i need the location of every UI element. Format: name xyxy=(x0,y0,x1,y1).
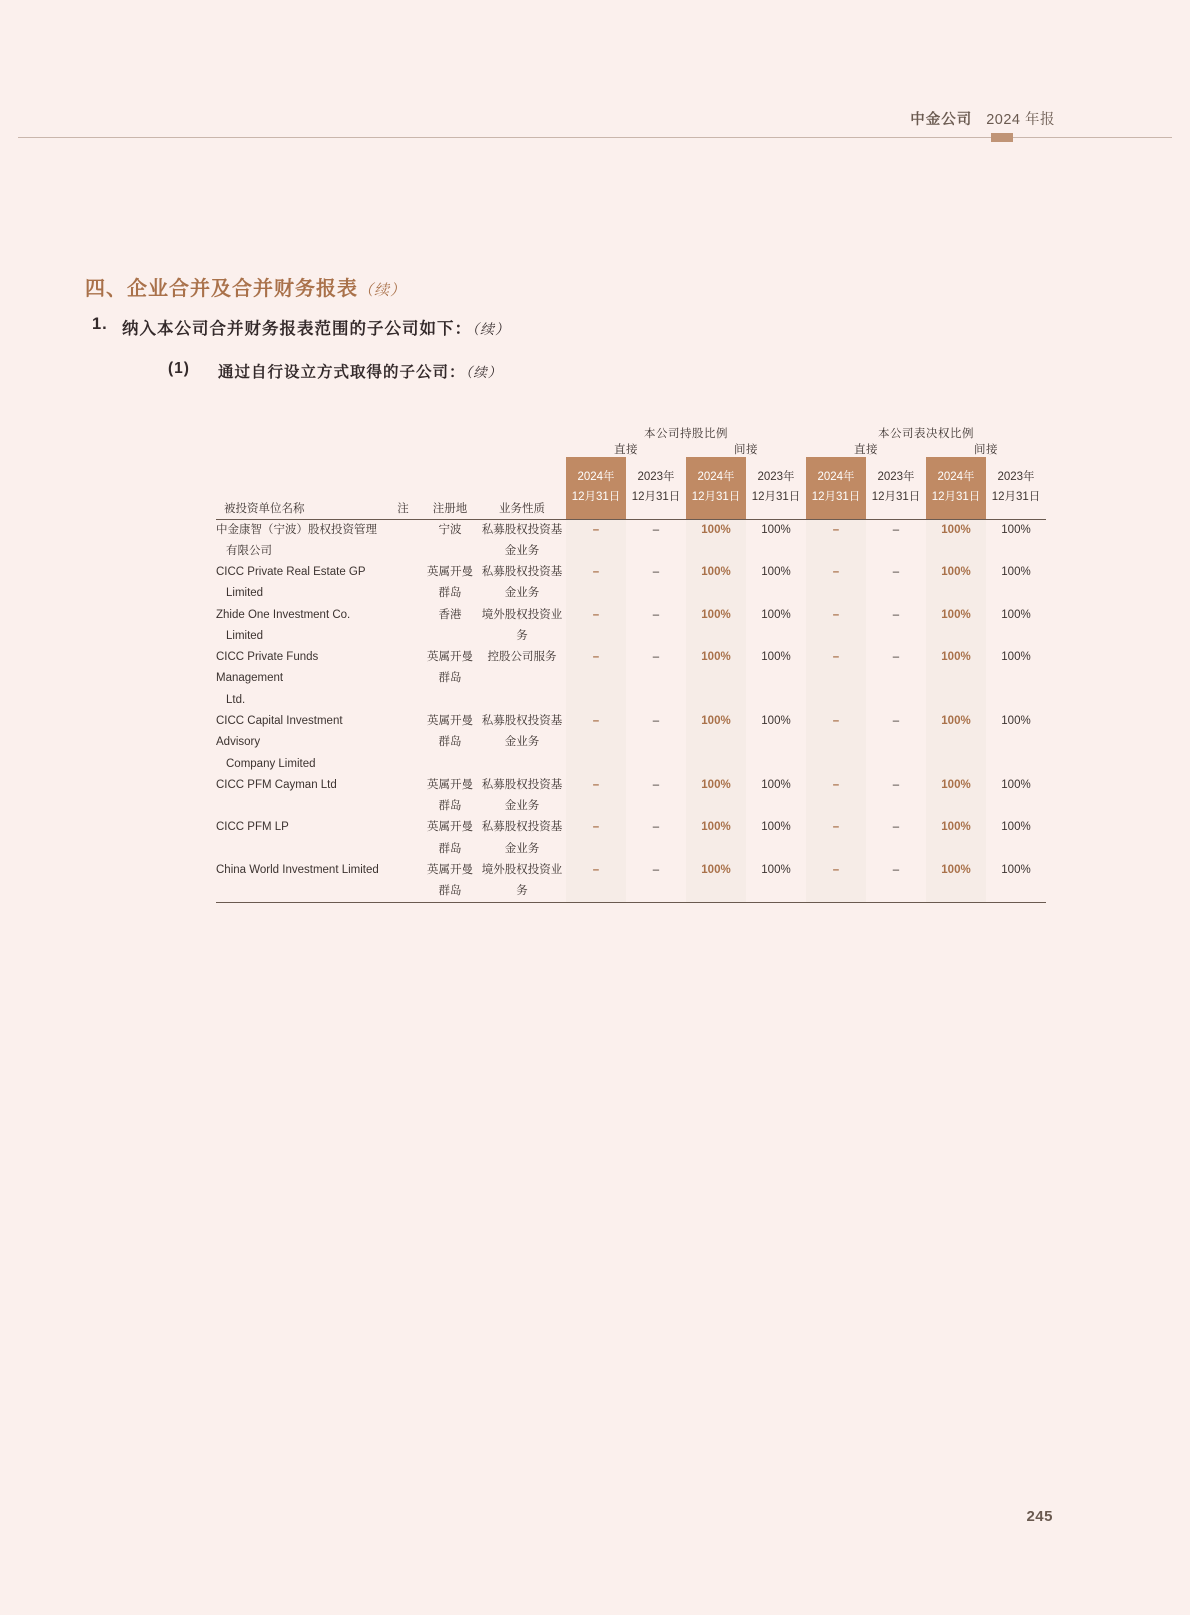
cell-vote-indirect-2023: 100% xyxy=(1001,778,1031,791)
cell-business-line2: 务 xyxy=(516,885,528,898)
cell-hold-indirect-2023: 100% xyxy=(761,778,791,791)
cell-vote-indirect-2023: 100% xyxy=(1001,821,1031,834)
header-company: 中金公司 xyxy=(910,112,973,128)
subsidiaries-table-wrap xyxy=(216,425,1046,903)
cell-note xyxy=(384,817,422,860)
cell-name-line2: 有限公司 xyxy=(226,544,272,557)
subheader-holding-indirect: 间接 xyxy=(734,444,758,456)
header-report-year: 2024 年报 xyxy=(986,112,1055,128)
cell-vote-indirect-2023: 100% xyxy=(1001,566,1031,579)
cell-hold-indirect-2024: 100% xyxy=(686,817,746,860)
table-row xyxy=(216,860,1046,903)
cell-vote-direct-2024: – xyxy=(806,711,866,775)
colhead-hold-indirect-2024-bot: 12月31日 xyxy=(686,487,746,519)
cell-hold-direct-2023: – xyxy=(652,651,660,664)
cell-place xyxy=(422,711,478,775)
cell-name-line2: Limited xyxy=(226,629,264,642)
cell-business-line2: 金业务 xyxy=(504,736,540,749)
cell-vote-indirect-2024: 100% xyxy=(926,775,986,818)
cell-place xyxy=(422,605,478,648)
cell-business xyxy=(478,775,566,818)
cell-business-line2: 金业务 xyxy=(504,842,540,855)
cell-business-line1: 控股公司服务 xyxy=(487,651,557,664)
table-row xyxy=(216,605,1046,648)
cell-place-line1: 英属开曼 xyxy=(427,821,473,834)
cell-place xyxy=(422,647,478,711)
colhead-name: 被投资单位名称 xyxy=(216,487,384,519)
subheader-voting-direct: 直接 xyxy=(854,444,878,456)
colhead-vote-direct-2024-bot: 12月31日 xyxy=(806,487,866,519)
cell-place-line1: 宁波 xyxy=(438,523,462,536)
cell-business xyxy=(478,860,566,903)
cell-hold-indirect-2024: 100% xyxy=(686,647,746,711)
colhead-note: 注 xyxy=(384,487,422,519)
cell-hold-direct-2023: – xyxy=(626,860,686,903)
cell-business-line1: 私募股权投资基 xyxy=(481,778,563,791)
cell-hold-indirect-2023: 100% xyxy=(761,608,791,621)
section-heading-text: 四、企业合并及合并财务报表 xyxy=(85,278,358,300)
cell-place-line2: 群岛 xyxy=(438,800,462,813)
cell-name xyxy=(216,860,384,903)
colhead-hold-indirect-2023-top: 2023年 xyxy=(757,471,795,483)
colhead-business: 业务性质 xyxy=(478,487,566,519)
cell-note xyxy=(384,647,422,711)
table-group-header-row xyxy=(216,425,1046,441)
colhead-hold-indirect-2024-top: 2024年 xyxy=(686,457,746,487)
item-number: 1. xyxy=(92,315,108,333)
cell-name-line1: CICC PFM LP xyxy=(216,821,289,834)
cell-vote-direct-2023: – xyxy=(892,651,900,664)
colhead-vote-direct-2023-bot: 12月31日 xyxy=(866,487,926,519)
cell-business xyxy=(478,562,566,605)
section-heading xyxy=(85,272,406,301)
cell-hold-direct-2023: – xyxy=(652,778,660,791)
cell-vote-direct-2024: – xyxy=(806,817,866,860)
colhead-hold-direct-2024-top: 2024年 xyxy=(566,457,626,487)
cell-business xyxy=(478,711,566,775)
cell-place-line2: 群岛 xyxy=(438,885,462,898)
colhead-vote-indirect-2023-bot: 12月31日 xyxy=(986,487,1046,519)
cell-name-line1: 中金康智（宁波）股权投资管理 xyxy=(216,523,377,536)
table-row xyxy=(216,519,1046,562)
header-accent-block xyxy=(991,133,1013,142)
cell-business-line1: 私募股权投资基 xyxy=(481,821,563,834)
cell-name-line1: CICC PFM Cayman Ltd xyxy=(216,778,337,791)
page-number: 245 xyxy=(1026,1508,1053,1525)
cell-name-line1: CICC Private Funds Management xyxy=(216,651,319,685)
cell-business-line2: 金业务 xyxy=(504,544,540,557)
cell-name-line2: Ltd. xyxy=(226,693,246,706)
cell-note xyxy=(384,519,422,562)
cell-place-line2: 群岛 xyxy=(438,736,462,749)
group-header-voting: 本公司表决权比例 xyxy=(878,428,974,440)
cell-vote-indirect-2023: 100% xyxy=(1001,523,1031,536)
cell-vote-direct-2023: – xyxy=(866,860,926,903)
cell-name-line1: CICC Capital Investment Advisory xyxy=(216,715,343,749)
colhead-vote-direct-2024-top: 2024年 xyxy=(806,457,866,487)
cell-vote-indirect-2024: 100% xyxy=(926,519,986,562)
cell-name-line2: Limited xyxy=(226,587,264,600)
table-column-header-row-top xyxy=(216,457,1046,487)
cell-name xyxy=(216,519,384,562)
subitem-heading xyxy=(168,360,503,382)
cell-vote-indirect-2024: 100% xyxy=(926,860,986,903)
cell-vote-indirect-2024: 100% xyxy=(926,605,986,648)
cell-vote-direct-2024: – xyxy=(806,860,866,903)
item-heading-continued: （续） xyxy=(472,321,510,337)
cell-hold-indirect-2023: 100% xyxy=(761,566,791,579)
table-subheader-row xyxy=(216,441,1046,457)
subheader-voting-indirect: 间接 xyxy=(974,444,998,456)
cell-business-line2: 务 xyxy=(516,629,528,642)
cell-place-line1: 英属开曼 xyxy=(427,651,473,664)
cell-hold-direct-2024: – xyxy=(566,562,626,605)
cell-vote-direct-2023: – xyxy=(892,566,900,579)
colhead-hold-direct-2023-bot: 12月31日 xyxy=(626,487,686,519)
cell-hold-direct-2024: – xyxy=(566,605,626,648)
subsidiaries-table xyxy=(216,425,1046,903)
cell-place-line2: 群岛 xyxy=(438,842,462,855)
cell-business xyxy=(478,605,566,648)
cell-business-line1: 私募股权投资基 xyxy=(481,523,563,536)
subitem-number: (1) xyxy=(168,360,190,377)
cell-vote-indirect-2023: 100% xyxy=(1001,608,1031,621)
cell-place xyxy=(422,860,478,903)
cell-business xyxy=(478,519,566,562)
cell-vote-direct-2024: – xyxy=(806,647,866,711)
colhead-place: 注册地 xyxy=(422,487,478,519)
section-heading-continued: （续） xyxy=(358,282,407,299)
cell-name-line1: China World Investment Limited xyxy=(216,863,379,876)
cell-hold-direct-2024: – xyxy=(566,860,626,903)
cell-vote-indirect-2024: 100% xyxy=(926,647,986,711)
table-row xyxy=(216,775,1046,818)
cell-note xyxy=(384,860,422,903)
cell-hold-indirect-2023: 100% xyxy=(761,821,791,834)
cell-vote-direct-2023: – xyxy=(892,821,900,834)
colhead-hold-direct-2023-top: 2023年 xyxy=(637,471,675,483)
cell-place-line2: 群岛 xyxy=(438,587,462,600)
cell-hold-direct-2023: – xyxy=(652,715,660,728)
cell-vote-direct-2024: – xyxy=(806,605,866,648)
cell-hold-indirect-2024: 100% xyxy=(686,605,746,648)
table-row xyxy=(216,562,1046,605)
cell-name xyxy=(216,711,384,775)
colhead-vote-direct-2023-top: 2023年 xyxy=(877,471,915,483)
cell-hold-direct-2024: – xyxy=(566,817,626,860)
cell-vote-direct-2024: – xyxy=(806,562,866,605)
cell-hold-direct-2024: – xyxy=(566,647,626,711)
cell-vote-direct-2023: – xyxy=(892,715,900,728)
cell-note xyxy=(384,605,422,648)
cell-place xyxy=(422,519,478,562)
cell-hold-indirect-2023: 100% xyxy=(761,651,791,664)
cell-vote-indirect-2023: 100% xyxy=(1001,715,1031,728)
group-header-holding: 本公司持股比例 xyxy=(644,428,728,440)
cell-name xyxy=(216,647,384,711)
cell-hold-direct-2023: – xyxy=(652,608,660,621)
cell-hold-direct-2024: – xyxy=(566,711,626,775)
cell-vote-indirect-2024: 100% xyxy=(926,562,986,605)
cell-vote-direct-2024: – xyxy=(806,775,866,818)
colhead-hold-indirect-2023-bot: 12月31日 xyxy=(746,487,806,519)
cell-place-line1: 英属开曼 xyxy=(427,778,473,791)
cell-business xyxy=(478,817,566,860)
cell-vote-indirect-2023: 100% xyxy=(986,860,1046,903)
cell-name xyxy=(216,562,384,605)
cell-vote-direct-2024: – xyxy=(806,519,866,562)
cell-place-line1: 香港 xyxy=(438,608,462,621)
cell-hold-indirect-2023: 100% xyxy=(746,860,806,903)
cell-place-line1: 英属开曼 xyxy=(427,863,473,876)
cell-place-line1: 英属开曼 xyxy=(427,715,473,728)
cell-business-line1: 私募股权投资基 xyxy=(481,566,563,579)
cell-business-line1: 境外股权投资业 xyxy=(481,608,563,621)
cell-name xyxy=(216,605,384,648)
cell-vote-indirect-2023: 100% xyxy=(1001,651,1031,664)
cell-business-line1: 境外股权投资业 xyxy=(481,863,563,876)
table-row xyxy=(216,817,1046,860)
cell-place-line2: 群岛 xyxy=(438,672,462,685)
colhead-vote-indirect-2024-top: 2024年 xyxy=(926,457,986,487)
cell-hold-direct-2024: – xyxy=(566,775,626,818)
cell-business-line2: 金业务 xyxy=(504,587,540,600)
cell-hold-indirect-2024: 100% xyxy=(686,519,746,562)
cell-note xyxy=(384,775,422,818)
subitem-heading-continued: （续） xyxy=(465,365,503,380)
table-column-header-row-bottom xyxy=(216,487,1046,519)
cell-note xyxy=(384,711,422,775)
cell-vote-direct-2023: – xyxy=(892,608,900,621)
header-title xyxy=(910,108,1055,129)
table-row xyxy=(216,647,1046,711)
cell-name xyxy=(216,775,384,818)
cell-note xyxy=(384,562,422,605)
cell-name-line1: Zhide One Investment Co. xyxy=(216,608,351,621)
cell-place xyxy=(422,562,478,605)
cell-vote-indirect-2024: 100% xyxy=(926,817,986,860)
cell-hold-direct-2024: – xyxy=(566,519,626,562)
item-heading-text: 纳入本公司合并财务报表范围的子公司如下： xyxy=(122,320,472,338)
cell-business-line2: 金业务 xyxy=(504,800,540,813)
cell-hold-direct-2023: – xyxy=(652,566,660,579)
subitem-heading-text: 通过自行设立方式取得的子公司： xyxy=(218,364,466,381)
item-heading xyxy=(92,315,510,339)
colhead-vote-indirect-2023-top: 2023年 xyxy=(997,471,1035,483)
cell-hold-direct-2023: – xyxy=(652,523,660,536)
cell-business-line1: 私募股权投资基 xyxy=(481,715,563,728)
cell-vote-direct-2023: – xyxy=(892,523,900,536)
cell-hold-indirect-2024: 100% xyxy=(686,775,746,818)
cell-vote-direct-2023: – xyxy=(892,778,900,791)
cell-place-line1: 英属开曼 xyxy=(427,566,473,579)
cell-hold-indirect-2023: 100% xyxy=(761,523,791,536)
cell-hold-indirect-2024: 100% xyxy=(686,562,746,605)
cell-hold-indirect-2023: 100% xyxy=(761,715,791,728)
colhead-hold-direct-2024-bot: 12月31日 xyxy=(566,487,626,519)
cell-place xyxy=(422,775,478,818)
cell-hold-direct-2023: – xyxy=(652,821,660,834)
page-header xyxy=(0,108,1190,148)
cell-hold-indirect-2024: 100% xyxy=(686,860,746,903)
cell-name-line2: Company Limited xyxy=(226,757,316,770)
table-row xyxy=(216,711,1046,775)
colhead-vote-indirect-2024-bot: 12月31日 xyxy=(926,487,986,519)
subheader-holding-direct: 直接 xyxy=(614,444,638,456)
cell-vote-indirect-2024: 100% xyxy=(926,711,986,775)
cell-name-line1: CICC Private Real Estate GP xyxy=(216,566,366,579)
cell-place xyxy=(422,817,478,860)
cell-name xyxy=(216,817,384,860)
cell-hold-indirect-2024: 100% xyxy=(686,711,746,775)
cell-business xyxy=(478,647,566,711)
